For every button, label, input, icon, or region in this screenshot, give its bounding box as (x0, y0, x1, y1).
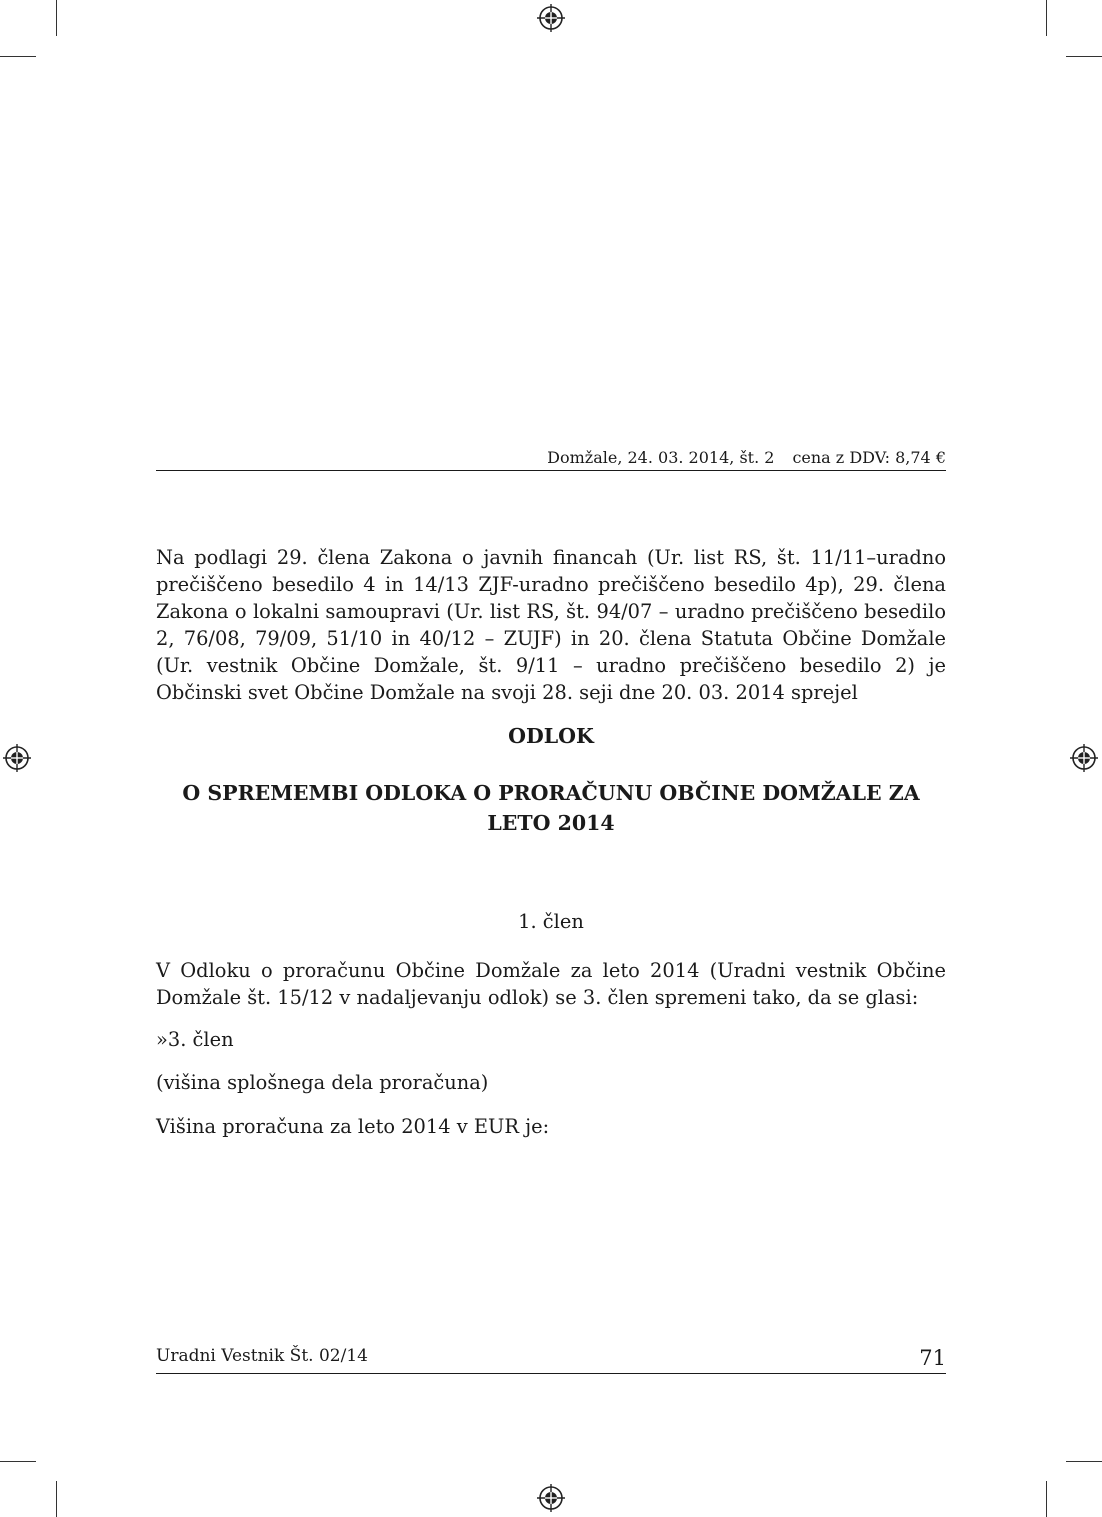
crop-mark-bottom-left-horizontal (0, 1461, 36, 1462)
amendment-paragraph: V Odloku o proračunu Občine Domžale za leto 2014 (Uradni vestnik Občine Domžale št. 15/12 v nadaljevanju odlok) se 3. člen spremeni tako, da se glasi: (156, 959, 946, 1009)
footer-rule (156, 1373, 946, 1374)
quoted-article-subtitle: (višina splošnega dela proračuna) (156, 1071, 489, 1094)
running-header (156, 448, 946, 468)
budget-amount-lead: Višina proračuna za leto 2014 v EUR je: (156, 1115, 550, 1138)
crop-mark-top-left-horizontal (0, 56, 36, 57)
document-subtitle: O SPREMEMBI ODLOKA O PRORAČUNU OBČINE DOMŽALE ZA LETO 2014 (182, 781, 920, 835)
registration-target-icon-left (3, 744, 31, 772)
crop-mark-bottom-right-vertical (1046, 1481, 1047, 1517)
document-title: ODLOK (508, 724, 594, 748)
header-rule (156, 470, 946, 471)
footer-publication: Uradni Vestnik Št. 02/14 (156, 1346, 368, 1366)
preamble-paragraph: Na podlagi 29. člena Zakona o javnih financah (Ur. list RS, št. 11/11–uradno prečiščeno besedilo 4 in 14/13 ZJF-uradno prečiščeno besedilo 4p), 29. člena Zakona o lokalni samoupravi (Ur. list RS, št. 94/07 – uradno prečiščeno besedilo 2, 76/08, 79/09, 51/10 in 40/12 – ZUJF) in 20. člena Statuta Občine Domžale (Ur. vestnik Občine Domžale, št. 9/11 – uradno prečiščeno besedilo 2) je Občinski svet Občine Domžale na svoji 28. seji dne 20. 03. 2014 sprejel (156, 546, 946, 704)
page-number: 71 (919, 1346, 946, 1370)
crop-mark-top-right-horizontal (1066, 56, 1102, 57)
quoted-article-heading: »3. člen (156, 1028, 234, 1051)
crop-mark-bottom-left-vertical (56, 1481, 57, 1517)
registration-target-icon-bottom (537, 1484, 565, 1512)
crop-mark-top-right-vertical (1046, 0, 1047, 36)
crop-mark-top-left-vertical (56, 0, 57, 36)
registration-target-icon-top (537, 4, 565, 32)
header-price: cena z DDV: 8,74 € (792, 448, 946, 467)
header-place-date-issue: Domžale, 24. 03. 2014, št. 2 (547, 448, 775, 467)
crop-mark-bottom-right-horizontal (1066, 1461, 1102, 1462)
article-heading: 1. člen (518, 910, 584, 933)
registration-target-icon-right (1070, 744, 1098, 772)
